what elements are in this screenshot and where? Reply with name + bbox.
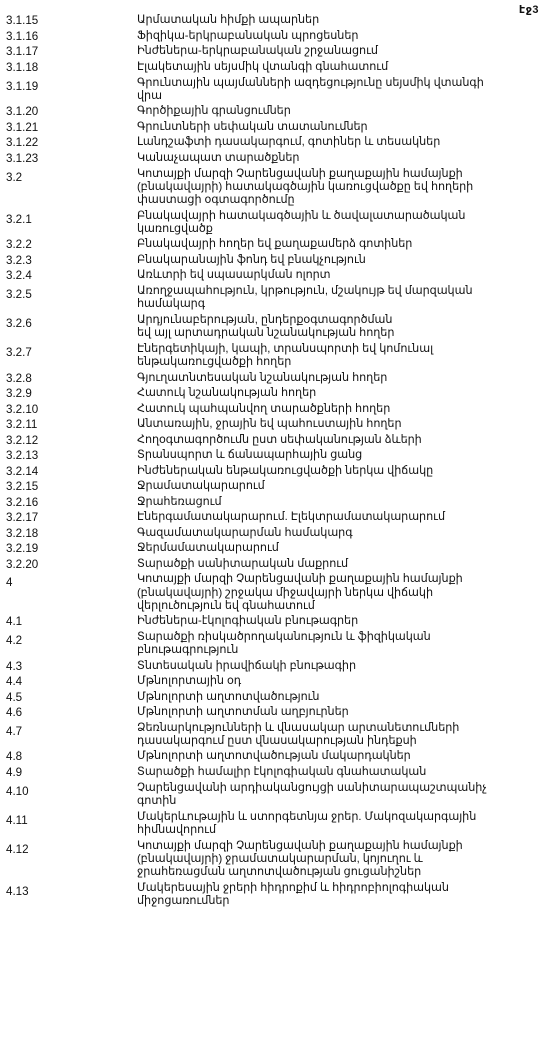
toc-entry [6,403,546,416]
toc-entry [6,811,546,837]
toc-entry [6,675,546,688]
toc-entry-title: Ջերմամատակարարում [137,542,279,555]
toc-entry [6,61,546,74]
toc-entry [6,254,546,267]
toc-entry [6,30,546,43]
toc-entry-title: Կոտայքի մարզի Չարենցավանի քաղաքային համայնքի (բնակավայրի) հատակագծային կառուցվածքը եվ հողերի փաստացի օգտագործումը [137,167,474,206]
toc-entry-number: 4.10 [6,784,29,798]
toc-entry-title: Մթնոլորտի աղտոտվածություն [137,690,320,703]
toc-entry-number: 4.3 [6,659,23,673]
toc-entry [6,496,546,509]
toc-entry-title: Մակերևութային և ստորգետնյա ջրեր. Մակոզակարգային հիմնավորում [137,810,477,836]
toc-entry-title: Չարենցավանի արդիականցույցի սանիտարապաշտպանիչ գոտին [137,781,487,807]
toc-entry-title: Ինժեներա-երկրաբանական շրջանացում [137,45,378,58]
toc-entry-title: Գործիքային գրանցումներ [137,105,291,118]
toc-entry-number: 3.2.20 [6,557,39,571]
toc-entry-number: 3.2.10 [6,402,39,416]
toc-entry-number: 3.2.15 [6,480,39,494]
toc-entry-title: Մթնոլորտային օդ [137,675,242,688]
toc-entry-number: 3.2.3 [6,253,32,267]
toc-entry [6,722,546,748]
toc-entry [6,269,546,282]
toc-entry-title: Մակերեսային ջրերի հիդրոքիմ և հիդրոբիոլոգիական միջոցառումներ [137,881,449,907]
toc-entry [6,465,546,478]
toc-entry-title: Ջրամատակարարում [137,480,265,493]
toc-entry-number: 4.5 [6,690,23,704]
toc-entry-title: Ջրահեռացում [137,495,222,508]
toc-entry [6,121,546,134]
toc-entry [6,840,546,879]
toc-entry-title: Բնակարանային ֆոնդ եվ բնակչություն [137,253,366,266]
toc-entry-title: Կոտայքի մարզի Չարենցավանի քաղաքային համայնքի (բնակավայրի) ջրամատակարարման, կոյուղու և ջրահեռացման աղտոտվածության ցուցանիշներ [137,839,463,879]
toc-entry [6,782,546,808]
toc-entry [6,660,546,673]
toc-entry-number: 3.1.20 [6,105,39,119]
toc-entry-number: 4.12 [6,842,29,856]
toc-entry-number: 4.6 [6,706,23,720]
toc-entry-title: Հողօգտագործումն ըստ սեփականության ձևերի [137,433,422,446]
toc-entry-title: Էներգամատակարարում. Էլեկտրամատակարարում [137,511,445,524]
toc-entry [6,372,546,385]
toc-entry-title: Ֆիզիկա-երկրաբանական պրոցեսներ [137,29,359,42]
page-number: էջ3 [518,4,539,16]
toc-entry [6,285,546,311]
toc-entry-title: Ինժեներա-էկոլոգիական բնութագրեր [137,615,359,628]
toc-entry [6,631,546,657]
toc-entry-title: Ձեռնարկությունների և վնասակար արտանետումների դասակարգում ըստ վնասակարության ինդեքսի [137,721,460,747]
toc-entry-number: 3.1.22 [6,136,39,150]
toc-entry-number: 3.2.6 [6,317,32,331]
toc-entry-title: Տարածքի ռիսկածրողականություն և ֆիզիկական բնութագրություն [137,630,431,657]
toc-entry-number: 3.2.11 [6,418,38,432]
toc-entry-number: 3.2 [6,170,23,184]
toc-entry-number: 3.2.8 [6,371,32,385]
toc-entry-title: Էներգետիկայի, կապի, տրանսպորտի եվ կոմունալ ենթակառուցվածքի հողեր [137,343,434,369]
toc-entry-number: 3.1.21 [6,120,39,134]
toc-entry-number: 3.2.4 [6,269,32,283]
toc-entry-title: Առևտրի եվ սպասարկման ոլորտ [137,269,331,282]
toc-entry [6,750,546,763]
toc-entry-number: 3.2.17 [6,511,39,525]
toc-entry-number: 3.2.19 [6,542,39,556]
toc-entry-title: Կանաչապատ տարածքներ [137,151,300,164]
toc-entry-title: Տարածքի սանիտարական մաքրում [137,557,349,570]
toc-entry-number: 3.2.18 [6,526,39,540]
toc-entry-title: Գազամատակարարման համակարգ [137,526,353,539]
toc-entry [6,152,546,165]
toc-entry [6,882,546,908]
toc-entry-number: 3.1.23 [6,151,39,165]
toc-entry [6,387,546,400]
toc-entry-title: Արմատական հիմքի ապարներ [137,14,320,27]
toc-entry-number: 3.1.17 [6,45,39,59]
toc-entry [6,136,546,149]
toc-entry [6,418,546,431]
toc-entry-number: 3.2.9 [6,387,32,401]
toc-entry [6,77,546,103]
toc-entry [6,210,546,236]
toc-entry-number: 3.2.7 [6,346,32,360]
toc-entry [6,434,546,447]
toc-entry [6,766,546,779]
toc-entry-title: Էլակետային սեյսմիկ վտանգի գնահատում [137,60,389,73]
toc-entry-number: 4.4 [6,675,23,689]
toc-entry [6,168,546,207]
toc-entry-title: Ինժեներական ենթակառուցվածքի ներկա վիճակը [137,464,434,477]
toc-entry-title: Բնակավայրի հատակագծային և ծավալատարածական կառուցվածք [137,209,466,235]
toc-entry-number: 4 [6,576,13,590]
toc-entry-number: 4.1 [6,615,23,629]
toc-entry-number: 4.2 [6,633,23,647]
toc-entry-number: 4.11 [6,813,28,827]
toc-entry-title: Առողջապահություն, կրթություն, մշակույթ եվ մարզական համակարգ [137,285,473,311]
toc-entry-number: 3.1.16 [6,29,39,43]
toc-entry-number: 3.2.14 [6,464,39,478]
toc-entry-title: Գրունտային պայմանների ազդեցությունը սեյսմիկ վտանգի վրա [137,76,484,102]
toc-entry [6,449,546,462]
toc-entry [6,573,546,612]
toc-entry-title: Գյուղատնտեսական նշանակության հողեր [137,371,388,384]
toc-entry [6,511,546,524]
toc-entry-number: 3.2.12 [6,433,39,447]
toc-entry [6,527,546,540]
toc-entry [6,45,546,58]
table-of-contents [6,12,546,908]
toc-entry-title: Բնակավայրի հողեր եվ քաղաքամերձ գոտիներ [137,238,413,251]
toc-entry-number: 3.1.15 [6,14,39,28]
toc-entry-number: 3.2.16 [6,495,39,509]
toc-entry-title: Տնտեսական իրավիճակի բնութագիր [137,659,357,672]
toc-entry [6,314,546,340]
toc-entry-title: Տարածքի համալիր էկոլոգիական գնահատական [137,765,427,778]
toc-entry [6,14,546,27]
toc-entry-number: 4.7 [6,724,23,738]
toc-entry [6,558,546,571]
toc-entry-title: Տրանսպորտ և ճանապարհային ցանց [137,449,363,462]
toc-entry-number: 4.13 [6,884,29,898]
toc-entry-number: 3.1.18 [6,60,39,74]
toc-entry-number: 3.2.5 [6,288,32,302]
toc-entry-title: Մթնոլորտի աղտոտվածության մակարդակներ [137,750,411,763]
toc-entry-title: Հատուկ պահպանվող տարածքների հողեր [137,402,391,415]
toc-entry-title: Անտառային, ջրային եվ պահուստային հողեր [137,418,402,431]
toc-entry-number: 4.8 [6,750,23,764]
toc-entry-number: 3.1.19 [6,79,39,93]
toc-entry [6,238,546,251]
toc-entry-title: Հատուկ նշանակության հողեր [137,387,317,400]
toc-entry-title: Լանդշաֆտի դասակարգում, գոտիներ և տեսակներ [137,136,441,149]
toc-entry [6,706,546,719]
toc-entry [6,542,546,555]
toc-entry-title: Գրունտների սեփական տատանումներ [137,120,368,133]
toc-entry-number: 3.2.13 [6,449,39,463]
toc-entry-number: 3.2.2 [6,238,32,252]
toc-entry-title: Արդյունաբերության, ընդերքօգտագործման եվ այլ արտադրական նշանակության հողեր [137,314,395,340]
toc-entry-title: Մթնոլորտի աղտոտման աղբյուրներ [137,706,349,719]
toc-entry [6,691,546,704]
toc-entry [6,615,546,628]
toc-entry [6,343,546,369]
toc-entry-number: 3.2.1 [6,212,32,226]
toc-entry-number: 4.9 [6,765,23,779]
toc-entry [6,480,546,493]
toc-entry [6,105,546,118]
toc-entry-title: Կոտայքի մարզի Չարենցավանի քաղաքային համայնքի (բնակավայրի) շրջակա միջավայրի ներկա վիճակի վերլուծություն եվ գնահատում [137,573,463,612]
